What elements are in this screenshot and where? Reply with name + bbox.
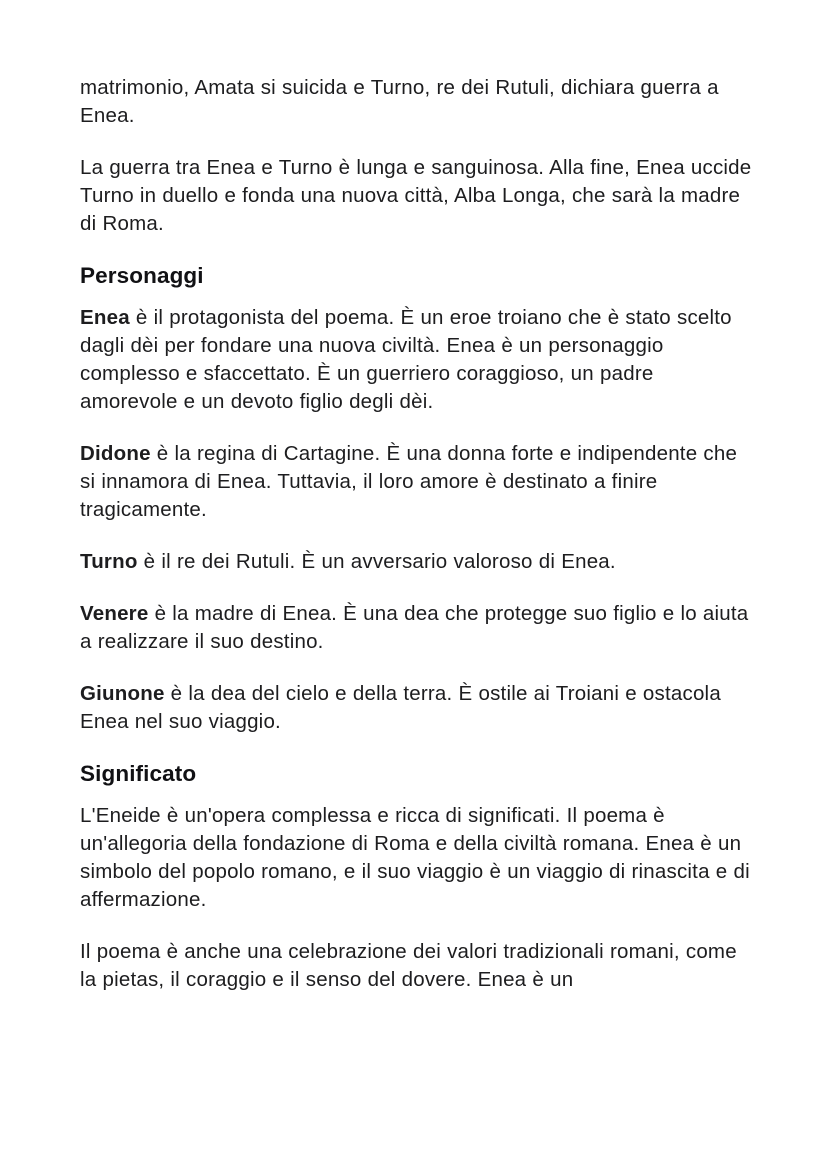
heading-personaggi: Personaggi — [80, 263, 204, 288]
paragraph-giunone — [80, 680, 752, 736]
paragraph-venere — [80, 600, 752, 656]
paragraph-venere-text: è la madre di Enea. È una dea che protegge suo figlio e lo aiuta a realizzare il suo destino. — [80, 602, 749, 653]
paragraph-guerra: La guerra tra Enea e Turno è lunga e sanguinosa. Alla fine, Enea uccide Turno in duello e fonda una nuova città, Alba Longa, che sarà la madre di Roma. — [80, 156, 752, 235]
paragraph-eneide-opera: L'Eneide è un'opera complessa e ricca di significati. Il poema è un'allegoria della fondazione di Roma e della civiltà romana. Enea è un simbolo del popolo romano, e il suo viaggio è un viaggio di rinascita e di affermazione. — [80, 804, 750, 911]
document-text-body — [80, 74, 752, 994]
paragraph-turno-lead: Turno — [80, 550, 138, 573]
paragraph-didone-lead: Didone — [80, 442, 151, 465]
paragraph-turno-text: è il re dei Rutuli. È un avversario valoroso di Enea. — [137, 550, 616, 573]
paragraph-didone — [80, 440, 752, 524]
paragraph-enea-text: è il protagonista del poema. È un eroe troiano che è stato scelto dagli dèi per fondare una nuova civiltà. Enea è un personaggio complesso e sfaccettato. È un guerriero coraggioso, un padre amorevole e un devoto figlio degli dèi. — [80, 306, 732, 413]
paragraph-didone-text: è la regina di Cartagine. È una donna forte e indipendente che si innamora di Enea. Tuttavia, il loro amore è destinato a finire tragicamente. — [80, 442, 738, 521]
paragraph-turno — [80, 548, 752, 576]
paragraph-giunone-lead: Giunone — [80, 682, 165, 705]
heading-significato: Significato — [80, 761, 197, 786]
paragraph-enea-lead: Enea — [80, 306, 130, 329]
paragraph-valori-romani: Il poema è anche una celebrazione dei valori tradizionali romani, come la pietas, il coraggio e il senso del dovere. Enea è un — [80, 940, 737, 991]
paragraph-enea — [80, 304, 752, 416]
paragraph-matrimonio: matrimonio, Amata si suicida e Turno, re dei Rutuli, dichiara guerra a Enea. — [80, 76, 719, 127]
paragraph-giunone-text: è la dea del cielo e della terra. È ostile ai Troiani e ostacola Enea nel suo viaggio. — [80, 682, 721, 733]
paragraph-venere-lead: Venere — [80, 602, 149, 625]
